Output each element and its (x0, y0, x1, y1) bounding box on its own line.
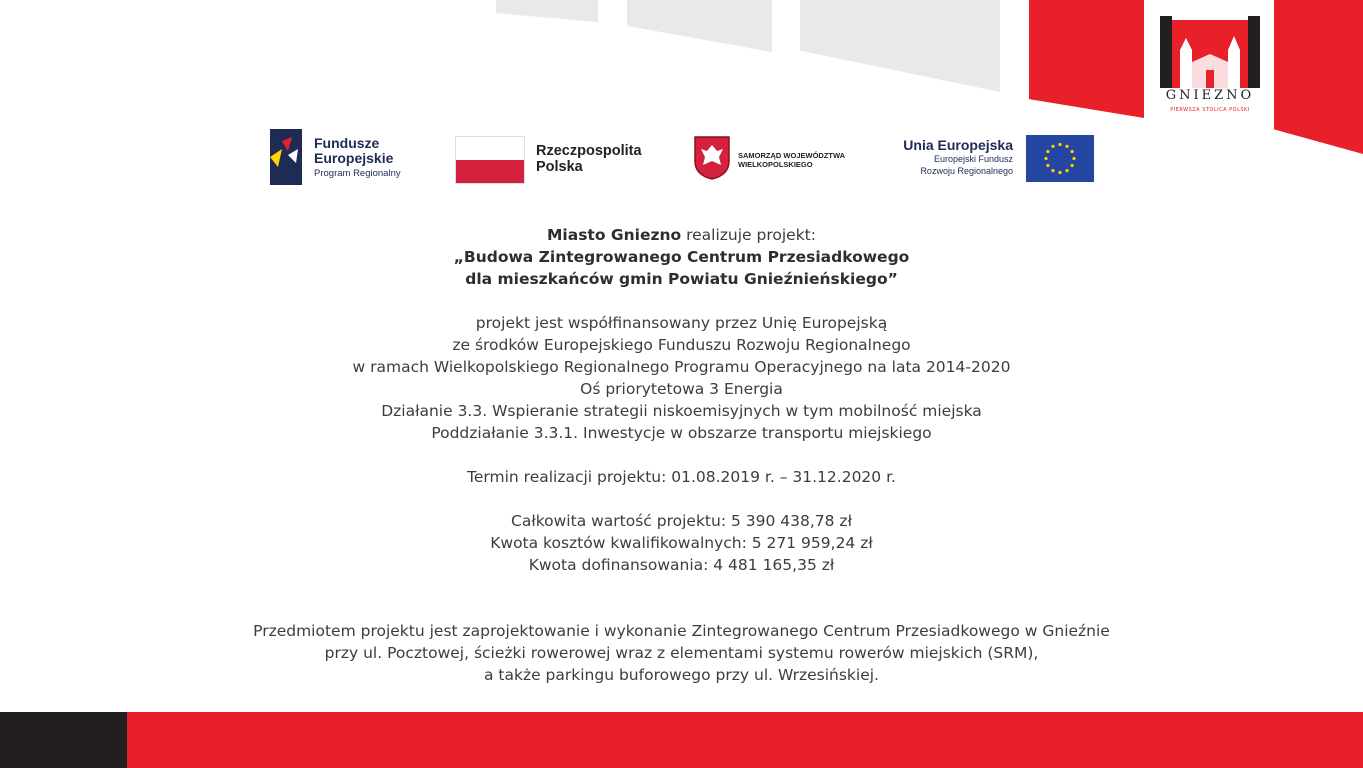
eu-star-icon (1058, 171, 1061, 174)
intro-bold: Miasto Gniezno (547, 226, 682, 244)
gniezno-name: GNIEZNO (1165, 88, 1255, 103)
wlkp-line1: SAMORZĄD WOJEWÓDZTWA (738, 151, 846, 160)
eu-star-icon (1046, 150, 1049, 153)
gniezno-subtitle: PIERWSZA STOLICA POLSKI (1170, 107, 1250, 113)
ue-line1: Unia Europejska (903, 137, 1013, 153)
funding-line: Poddziałanie 3.3.1. Inwestycje w obszarze transportu miejskiego (431, 424, 932, 442)
fe-line3: Program Regionalny (314, 168, 401, 179)
fundusze-europejskie-icon (268, 127, 304, 187)
value-line: Kwota dofinansowania: 4 481 165,35 zł (528, 556, 835, 574)
funding-line: w ramach Wielkopolskiego Regionalnego Programu Operacyjnego na lata 2014-2020 (352, 358, 1011, 376)
header-red-shape-1 (1029, 0, 1144, 118)
gniezno-castle-icon (1154, 10, 1266, 120)
footer-dark-bar (0, 712, 127, 768)
wlkp-line2: WIELKOPOLSKIEGO (738, 160, 813, 169)
rp-line2: Polska (536, 159, 583, 175)
eu-star-icon (1051, 169, 1054, 172)
unia-europejska-logo (880, 137, 1013, 177)
funding-line: ze środków Europejskiego Funduszu Rozwoju Regionalnego (452, 336, 911, 354)
eu-star-icon (1058, 143, 1061, 146)
samorzad-wojewodztwa-logo (738, 151, 845, 169)
poland-flag-icon (455, 136, 525, 184)
footer-red-bar (127, 712, 1363, 768)
ue-line2: Europejski Fundusz (933, 154, 1013, 164)
rp-line1: Rzeczpospolita (536, 143, 642, 159)
eu-star-icon (1046, 164, 1049, 167)
intro-rest: realizuje projekt: (681, 226, 816, 244)
intro-line (150, 224, 1213, 246)
header-grey-shape-1 (496, 0, 598, 22)
eu-star-icon (1065, 145, 1068, 148)
fundusze-europejskie-logo (314, 136, 401, 179)
fe-line2: Europejskie (314, 150, 394, 166)
wielkopolska-eagle-shield-icon (693, 135, 731, 181)
description-line: przy ul. Pocztowej, ścieżki rowerowej wraz z elementami systemu rowerów miejskich (SRM), (324, 644, 1039, 662)
description-line: Przedmiotem projektu jest zaprojektowanie i wykonanie Zintegrowanego Centrum Przesiadkowego w Gnieźnie (253, 622, 1110, 640)
eu-star-icon (1065, 169, 1068, 172)
value-line: Kwota kosztów kwalifikowalnych: 5 271 959,24 zł (490, 534, 873, 552)
rzeczpospolita-polska-logo (536, 143, 642, 175)
eu-flag-icon (1026, 135, 1094, 182)
header-grey-shape-3 (800, 0, 1000, 92)
ue-line3: Rozwoju Regionalnego (920, 166, 1013, 176)
header-grey-shape-2 (627, 0, 772, 52)
eu-star-icon (1072, 157, 1075, 160)
fe-line1: Fundusze (314, 135, 380, 151)
header-red-shape-2 (1274, 0, 1363, 154)
eu-star-icon (1044, 157, 1047, 160)
project-info (150, 224, 1213, 686)
funding-line: Oś priorytetowa 3 Energia (580, 380, 783, 398)
funding-line: Działanie 3.3. Wspieranie strategii niskoemisyjnych w tym mobilność miejska (381, 402, 982, 420)
eu-star-icon (1071, 150, 1074, 153)
eu-star-icon (1071, 164, 1074, 167)
project-title-line2: dla mieszkańców gmin Powiatu Gnieźnieńskiego” (465, 270, 898, 288)
project-title-line1: „Budowa Zintegrowanego Centrum Przesiadkowego (453, 248, 910, 266)
eu-star-icon (1051, 145, 1054, 148)
value-line: Całkowita wartość projektu: 5 390 438,78 zł (511, 512, 852, 530)
description-line: a także parkingu buforowego przy ul. Wrzesińskiej. (483, 666, 879, 684)
project-term: Termin realizacji projektu: 01.08.2019 r. – 31.12.2020 r. (467, 468, 896, 486)
funding-line: projekt jest współfinansowany przez Unię Europejską (475, 314, 888, 332)
